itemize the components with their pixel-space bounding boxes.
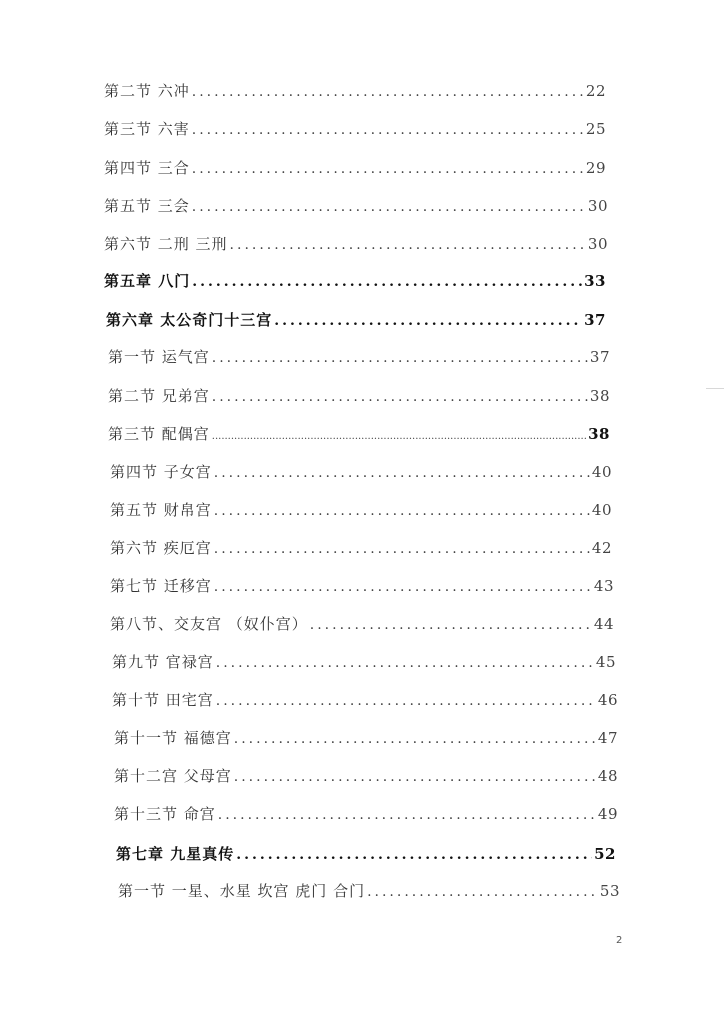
toc-entry[interactable] <box>104 233 608 254</box>
toc-leader-dots <box>192 84 584 100</box>
toc-page-number: 37 <box>584 311 606 329</box>
toc-leader-dots <box>236 847 592 863</box>
toc-page-number: 45 <box>595 653 616 671</box>
toc-leader-dots <box>230 237 586 253</box>
toc-leader-dots <box>216 693 596 709</box>
toc-page-number: 52 <box>594 845 616 863</box>
toc-entry[interactable] <box>110 575 614 596</box>
toc-page-number: 49 <box>597 805 618 823</box>
toc-entry[interactable] <box>112 689 618 710</box>
toc-entry-title: 第六章 太公奇门十三宫 <box>106 311 273 329</box>
toc-chapter-entry[interactable] <box>106 309 606 330</box>
toc-leader-dots <box>212 389 588 405</box>
toc-entry[interactable] <box>110 499 612 520</box>
toc-entry[interactable] <box>110 461 612 482</box>
toc-entry-title: 第九节 官禄宫 <box>112 653 214 671</box>
toc-leader-dots <box>214 579 592 595</box>
toc-entry-title: 第三节 六害 <box>104 120 190 138</box>
toc-entry[interactable] <box>110 613 614 634</box>
toc-entry-title: 第十三节 命宫 <box>114 805 216 823</box>
toc-entry[interactable] <box>104 157 606 178</box>
toc-page-number: 22 <box>585 82 606 100</box>
toc-entry-title: 第一节 一星、水星 坎宫 虎门 合门 <box>118 882 366 900</box>
toc-entry[interactable] <box>104 195 608 216</box>
toc-entry-title: 第五节 财帛宫 <box>110 501 212 519</box>
toc-entry[interactable] <box>118 880 620 901</box>
toc-entry[interactable] <box>108 385 610 406</box>
toc-page-number: 46 <box>597 691 618 709</box>
toc-page-number: 29 <box>585 159 606 177</box>
toc-entry[interactable] <box>108 346 610 367</box>
scan-edge-mark <box>706 388 724 389</box>
toc-leader-dots <box>192 199 586 215</box>
toc-page-number: 30 <box>587 235 608 253</box>
toc-page-number: 37 <box>589 348 610 366</box>
toc-page-number: 30 <box>587 197 608 215</box>
toc-page-number: 40 <box>591 463 612 481</box>
toc-leader-dots <box>367 884 598 900</box>
toc-chapter-entry[interactable] <box>116 843 616 864</box>
toc-page-number: 38 <box>588 425 610 443</box>
toc-page-number: 40 <box>591 501 612 519</box>
toc-entry[interactable] <box>104 80 606 101</box>
toc-entry[interactable] <box>112 651 616 672</box>
toc-leader-dots <box>214 465 590 481</box>
toc-page-number: 42 <box>591 539 612 557</box>
toc-page-number: 38 <box>589 387 610 405</box>
page-number: 2 <box>616 935 623 946</box>
toc-leader-dots <box>212 350 588 366</box>
toc-chapter-entry[interactable] <box>104 270 606 291</box>
toc-entry[interactable] <box>108 423 610 444</box>
toc-entry-title: 第三节 配偶宫 <box>108 425 210 443</box>
toc-entry-title: 第二节 六冲 <box>104 82 190 100</box>
toc-leader-dots <box>218 807 596 823</box>
toc-leader-dots <box>214 541 590 557</box>
toc-entry-title: 第二节 兄弟宫 <box>108 387 210 405</box>
toc-leader-dots <box>274 313 582 329</box>
toc-entry[interactable] <box>104 118 606 139</box>
toc-entry-title: 第五章 八门 <box>104 272 191 290</box>
toc-leader-dots <box>234 731 596 747</box>
toc-entry-title: 第六节 二刑 三刑 <box>104 235 228 253</box>
toc-page-number: 47 <box>597 729 618 747</box>
toc-page-number: 25 <box>585 120 606 138</box>
toc-leader-dots <box>214 503 590 519</box>
toc-page-number: 53 <box>599 882 620 900</box>
toc-page-number: 44 <box>593 615 614 633</box>
toc-entry-title: 第十节 田宅宫 <box>112 691 214 709</box>
toc-leader-dots <box>212 431 586 442</box>
toc-entry[interactable] <box>114 803 618 824</box>
toc-page-number: 43 <box>593 577 614 595</box>
toc-page-number: 48 <box>597 767 618 785</box>
toc-entry-title: 第一节 运气宫 <box>108 348 210 366</box>
toc-entry-title: 第六节 疾厄宫 <box>110 539 212 557</box>
toc-page-number: 33 <box>584 272 606 290</box>
toc-leader-dots <box>234 769 596 785</box>
toc-leader-dots <box>192 122 584 138</box>
toc-entry-title: 第四节 三合 <box>104 159 190 177</box>
toc-entry[interactable] <box>114 727 618 748</box>
toc-leader-dots <box>216 655 594 671</box>
toc-entry-title: 第八节、交友宫 （奴仆宫） <box>110 615 308 633</box>
toc-leader-dots <box>192 161 584 177</box>
toc-entry-title: 第四节 子女宫 <box>110 463 212 481</box>
toc-entry-title: 第十一节 福德宫 <box>114 729 232 747</box>
toc-entry-title: 第七章 九星真传 <box>116 845 235 863</box>
toc-leader-dots <box>310 617 592 633</box>
toc-entry[interactable] <box>114 765 618 786</box>
toc-entry-title: 第七节 迁移宫 <box>110 577 212 595</box>
toc-entry-title: 第五节 三会 <box>104 197 190 215</box>
toc-leader-dots <box>192 274 582 290</box>
toc-entry[interactable] <box>110 537 612 558</box>
toc-entry-title: 第十二宫 父母宫 <box>114 767 232 785</box>
